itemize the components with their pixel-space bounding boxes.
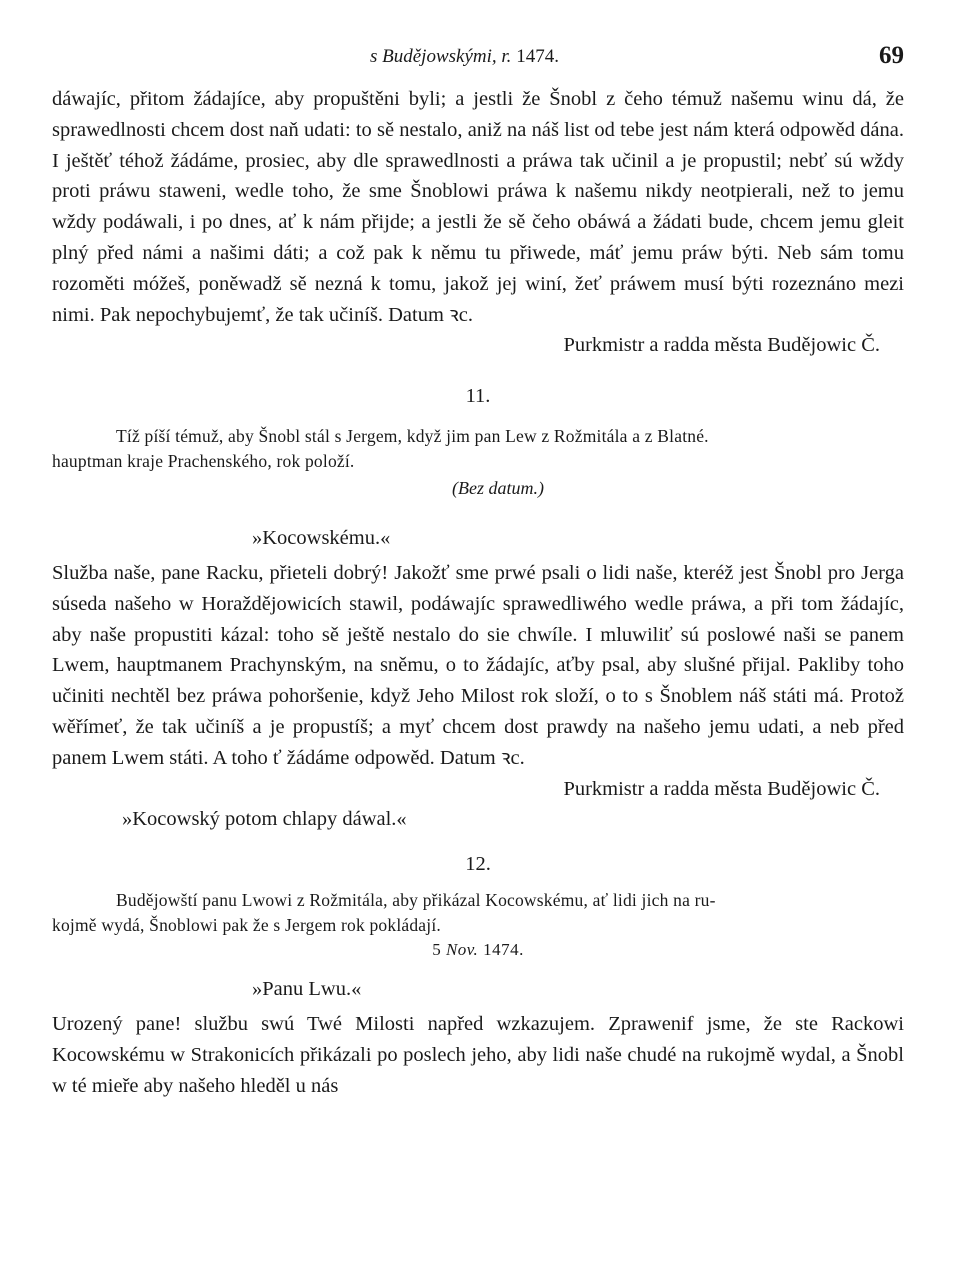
letter11-summary-line2: hauptman kraje Prachenského, rok položí. [52, 451, 355, 472]
letter11-summary-line1: Tíž píší témuž, aby Šnobl stál s Jergem, když jim pan Lew z Rožmitála a z Blatné. [116, 426, 709, 447]
letter12-summary-line1: Budějowští panu Lwowi z Rožmitála, aby přikázal Kocowskému, ať lidi jich na ru- [116, 890, 716, 911]
letter11-body: Služba naše, pane Racku, přieteli dobrý! Jakožť sme prwé psali o lidi naše, kteréž jest Šnobl pro Jerga súseda našeho w Horaždějowicích stawil, podáwajíc sprawedliwého wedle práwa, a při tom žádajíc, aby naše propustiti kázal: toho sě ještě nestalo do sie chwíle. I mluwiliť sú poslowé naši se panem Lwem, hauptmanem Prachynským, na sněmu, o to žádajíc, aťby psal, aby slušné přijal. Pakliby toho učiniti nechtěl bez práwa pohoršenie, když Jeho Milost rok složí, o to s Šnoblem náš státi má. Protož wěřímeť, že tak učiníš a je propustíš; a myť chcem dost prawdy na našeho jemu udati, a neb před panem Lwem státi. A toho ť žádáme odpowěd. Datum ꝛc. [52, 561, 904, 769]
letter11-salutation: »Kocowskému.« [252, 527, 391, 550]
letter11-date-note: (Bez datum.) [452, 478, 544, 499]
letter12-summary-line2: kojmě wydá, Šnoblowi pak že s Jergem rok pokládají. [52, 915, 441, 936]
letter12-salutation: »Panu Lwu.« [252, 978, 362, 1001]
page [52, 40, 904, 1101]
page-number: 69 [879, 42, 904, 69]
letter12-date: 5 Nov. 1474. [432, 940, 524, 960]
letter11-signature: Purkmistr a radda města Budějowic Č. [563, 777, 880, 800]
letter10-signature: Purkmistr a radda města Budějowic Č. [563, 334, 880, 357]
letter10-body: dáwajíc, přitom žádajíce, aby propuštěni byli; a jestli že Šnobl z čeho témuž našemu winu dá, že sprawedlnosti chcem dost naň udati: to sě nestalo, aniž na náš list od tebe jest nám která odpowěd dána. I ještěť téhož žádáme, prosiec, aby dle sprawedlnosti a práwa tak učinil a je propustil; nebť sú wždy proti práwu staweni, wedle toho, že sme Šnoblowi práwa k našemu nikdy neotpierali, než to jemu wždy podáwali, i po dnes, ať k nám přijde; a jestli že sě čeho obáwá a žádati bude, chcem jemu gleit plný před námi a našimi dáti; a což pak k němu tu přiwede, máť jemu práw býti. Neb sám tomu rozoměti móžeš, poněwadž sě nezná k tomu, jakož jej winí, žeť práwem musí býti rozeznáno mezi nimi. Pak nepochybujemť, že tak učiníš. Datum ꝛc. [52, 88, 904, 326]
letter11-note: »Kocowský potom chlapy dáwal.« [122, 808, 407, 831]
running-head [52, 40, 904, 84]
running-title: s Budějowskými, r. 1474. [370, 46, 559, 67]
letter12-number: 12. [465, 853, 491, 876]
letter11-number: 11. [465, 385, 491, 408]
letter12-body: Urozený pane! službu swú Twé Milosti napřed wzkazujem. Zprawenif jsme, že ste Rackowi Kocowskému w Strakonicích přikázali po poslech jeho, aby lidi naše chudé na rukojmě wydal, a Šnobl w té mieře aby našeho hleděl u nás [52, 1012, 904, 1097]
